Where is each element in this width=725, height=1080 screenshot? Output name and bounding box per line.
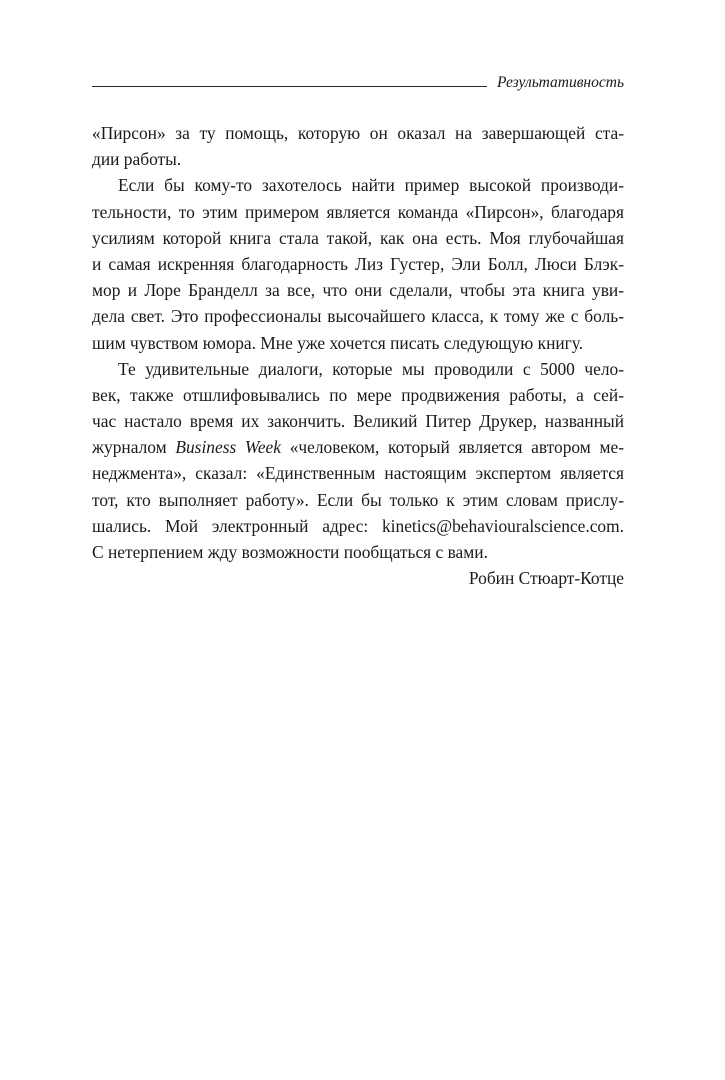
text-line: неджмента», сказал: «Единственным настоящим экспертом является xyxy=(92,463,624,484)
text-line: Те удивительные диалоги, которые мы проводили с 5000 чело- xyxy=(118,358,624,379)
running-head-title: Результативность xyxy=(497,74,624,91)
text-line: шим чувством юмора. Мне уже хочется писать следующую книгу. xyxy=(92,332,584,353)
body-text xyxy=(92,120,624,591)
text-line: тот, кто выполняет работу». Если бы только к этим словам прислу- xyxy=(92,489,624,510)
text-line: век, также отшлифовывались по мере продвижения работы, а сей- xyxy=(92,384,624,405)
text-line: шались. Мой электронный адрес: kinetics@behaviouralscience.com. xyxy=(92,515,624,536)
text-fragment: журналом xyxy=(92,437,167,458)
text-line: мор и Лоре Бранделл за все, что они сделали, чтобы эта книга уви- xyxy=(92,280,624,301)
text-fragment: «человеком, который является автором ме- xyxy=(280,437,624,458)
author-signature: Робин Стюарт-Котце xyxy=(468,568,624,589)
running-header xyxy=(92,72,624,94)
header-rule xyxy=(92,86,487,87)
text-line: Если бы кому-то захотелось найти пример высокой производи- xyxy=(118,175,624,196)
paragraph-3 xyxy=(92,356,624,566)
text-line-journal xyxy=(92,434,624,460)
text-line: дела свет. Это профессионалы высочайшего класса, к тому же с боль- xyxy=(92,306,624,327)
text-line: «Пирсон» за ту помощь, которую он оказал на завершающей ста- xyxy=(92,123,624,143)
text-line: дии работы. xyxy=(92,149,182,170)
text-line: С нетерпением жду возможности пообщаться с вами. xyxy=(92,542,488,562)
text-line: и самая искренняя благодарность Лиз Густер, Эли Болл, Люси Блэк- xyxy=(92,253,624,274)
text-line: усилиям которой книга стала такой, как она есть. Моя глубочайшая xyxy=(92,227,624,248)
paragraph-2 xyxy=(92,172,624,355)
journal-name: Business Week xyxy=(175,437,281,458)
text-line: час настало время их закончить. Великий Питер Друкер, названный xyxy=(92,411,624,432)
paragraph-1 xyxy=(92,120,624,172)
text-line: тельности, то этим примером является команда «Пирсон», благодаря xyxy=(92,201,624,222)
